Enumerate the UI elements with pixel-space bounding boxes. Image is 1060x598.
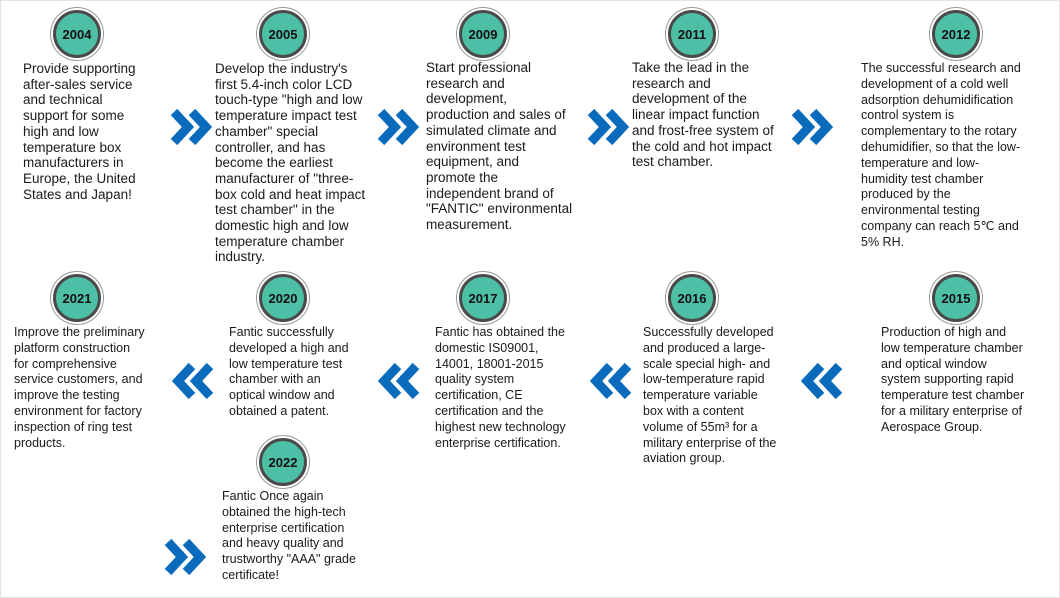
year-badge-2009: 2009	[459, 10, 507, 58]
double-chevron-left-icon	[586, 362, 632, 400]
milestone-text-2016: Successfully developed and produced a large- scale special high- and low-temperature rapid temperature variable box with a content volume of 55m³ for a military enterprise of the aviation group.	[643, 325, 777, 466]
year-badge-2012: 2012	[932, 10, 980, 58]
year-badge-2022: 2022	[259, 438, 307, 486]
double-chevron-right-icon	[170, 108, 216, 146]
milestone-text-2004: Provide supporting after-sales service and technical support for some high and low temperature box manufacturers in Europe, the United States and Japan!	[23, 61, 136, 202]
year-badge-2017: 2017	[459, 274, 507, 322]
milestone-text-2011: Take the lead in the research and development of the linear impact function and frost-free system of the cold and hot impact test chamber.	[632, 60, 774, 170]
year-badge-2020: 2020	[259, 274, 307, 322]
double-chevron-right-icon	[791, 108, 837, 146]
year-badge-2016: 2016	[668, 274, 716, 322]
year-badge-2015: 2015	[932, 274, 980, 322]
milestone-text-2015: Production of high and low temperature chamber and optical window system supporting rapid temperature test chamber for a military enterprise of Aerospace Group.	[881, 325, 1025, 434]
milestone-text-2017: Fantic has obtained the domestic IS09001, 14001, 18001-2015 quality system certification, CE certification and the highest new technology enterprise certification.	[435, 325, 566, 450]
double-chevron-right-icon	[587, 108, 633, 146]
milestone-text-2021: Improve the preliminary platform construction for comprehensive service customers, and improve the testing environment for factory inspection of ring test products.	[14, 325, 145, 450]
milestone-text-2020: Fantic successfully developed a high and low temperature test chamber with an optical window and obtained a patent.	[229, 325, 349, 418]
double-chevron-left-icon	[797, 362, 843, 400]
year-badge-2021: 2021	[53, 274, 101, 322]
milestone-text-2005: Develop the industry's first 5.4-inch color LCD touch-type "high and low temperature impact test chamber" special controller, and has become the earliest manufacturer of "three- box cold and heat impact test chamber" in the domestic high and low temperature chamber industry.	[215, 61, 366, 265]
double-chevron-left-icon	[374, 362, 420, 400]
double-chevron-right-icon	[164, 538, 210, 576]
year-badge-2005: 2005	[259, 10, 307, 58]
milestone-text-2012: The successful research and development of a cold well adsorption dehumidification control system is complementary to the rotary dehumidifier, so that the low- temperature and low- humidity test chamber produced by the environmental testing company can reach 5℃ and 5% RH.	[861, 61, 1021, 249]
double-chevron-left-icon	[168, 362, 214, 400]
double-chevron-right-icon	[377, 108, 423, 146]
year-badge-2011: 2011	[668, 10, 716, 58]
year-badge-2004: 2004	[53, 10, 101, 58]
milestone-text-2009: Start professional research and development, production and sales of simulated climate and environment test equipment, and promote the independent brand of "FANTIC" environmental measurement.	[426, 60, 573, 233]
milestone-text-2022: Fantic Once again obtained the high-tech enterprise certification and heavy quality and trustworthy "AAA" grade certificate!	[222, 489, 356, 582]
